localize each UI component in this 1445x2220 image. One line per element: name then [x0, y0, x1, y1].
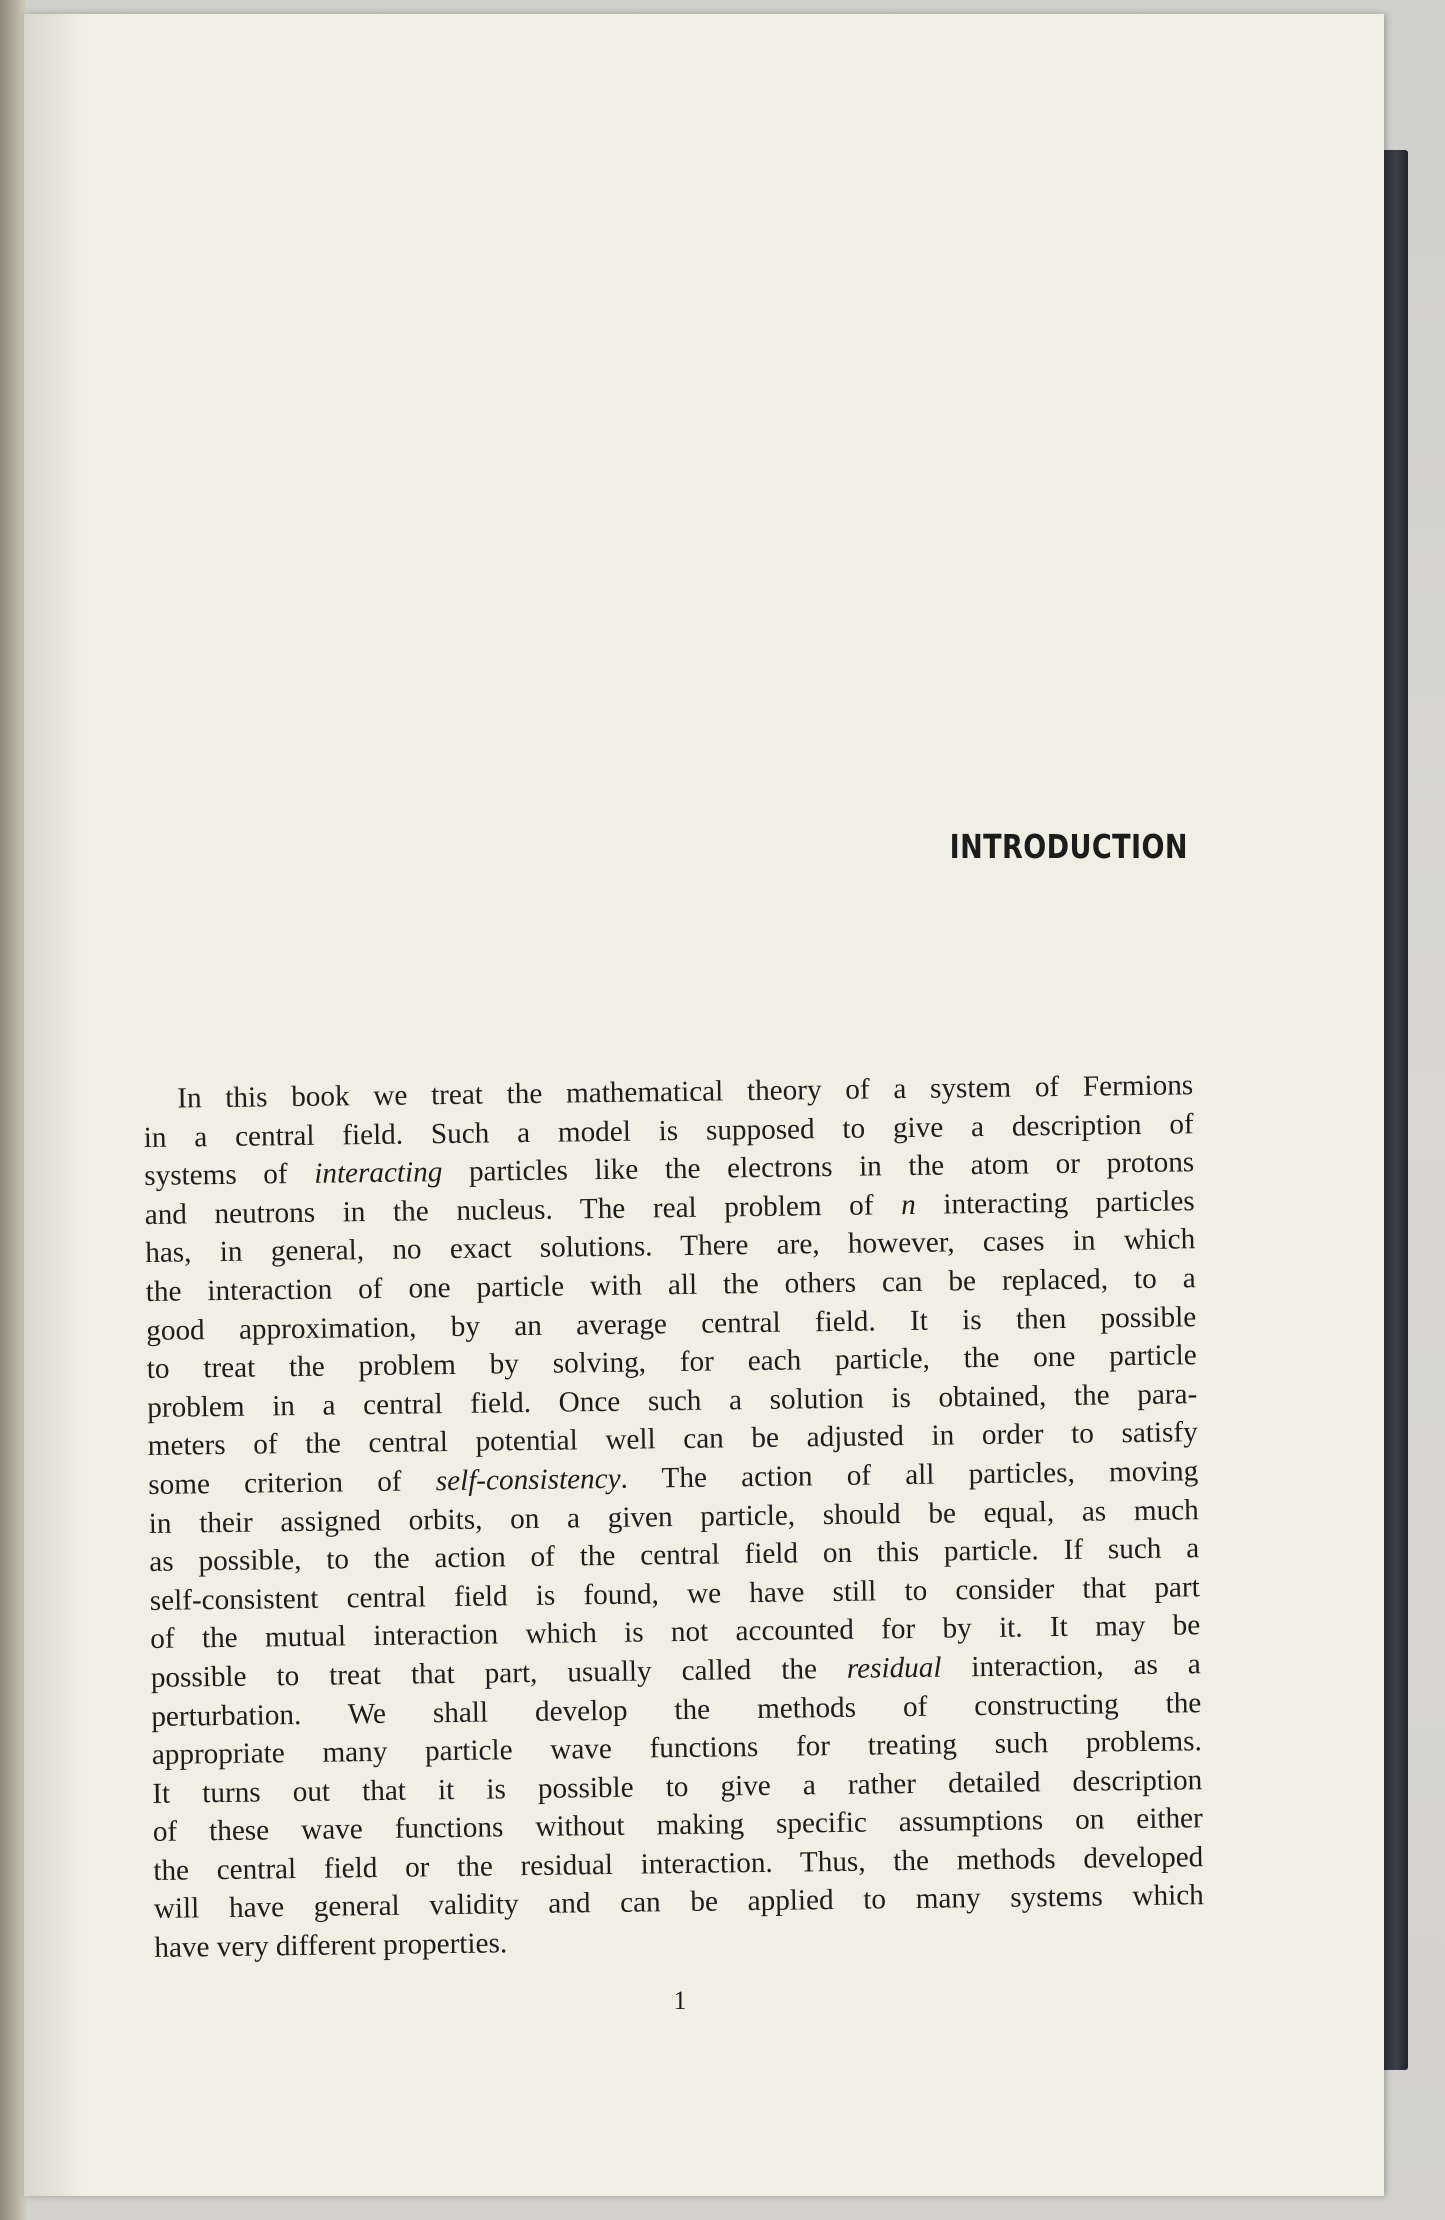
- page-number: 1: [673, 1986, 687, 2015]
- text-run: particles like the electrons in the atom or protons: [442, 1146, 1195, 1189]
- text-run: . The action of all particles, moving: [620, 1455, 1199, 1495]
- text-run: will have general validity and can be applied to many systems which: [153, 1879, 1204, 1926]
- text-run: the interaction of one particle with all the others can be replaced, to a: [145, 1262, 1196, 1308]
- text-run: problem in a central field. Once such a solution is obtained, the para-: [147, 1377, 1198, 1424]
- body-paragraph: [143, 1066, 1205, 1967]
- gutter-shadow: [24, 14, 84, 2196]
- text-run: have very different properties.: [154, 1927, 508, 1964]
- text-run: interacting particles: [915, 1185, 1195, 1221]
- text-run: self-consistent central field is found, we have still to consider that part: [149, 1570, 1200, 1617]
- italic-term: residual: [846, 1651, 942, 1685]
- text-run: interaction, as a: [941, 1648, 1201, 1684]
- italic-term: interacting: [314, 1156, 443, 1190]
- text-run: perturbation. We shall develop the methods of constructing the: [151, 1686, 1202, 1733]
- text-run: of the mutual interaction which is not accounted for by it. It may be: [150, 1609, 1201, 1656]
- text-run: It turns out that it is possible to give a rather detailed description: [152, 1763, 1203, 1810]
- text-run: in their assigned orbits, on a given particle, should be equal, as much: [148, 1493, 1199, 1540]
- text-run: possible to treat that part, usually called the: [150, 1652, 848, 1694]
- italic-term: self-consistency: [435, 1462, 621, 1498]
- text-run: as possible, to the action of the central field on this particle. If such a: [149, 1532, 1200, 1579]
- text-run: and neutrons in the nucleus. The real problem of: [144, 1188, 902, 1231]
- text-run: meters of the central potential well can be adjusted in order to satisfy: [147, 1416, 1198, 1463]
- chapter-title: INTRODUCTION: [949, 827, 1188, 866]
- text-run: has, in general, no exact solutions. There are, however, cases in which: [145, 1223, 1196, 1270]
- text-run: good approximation, by an average central field. It is then possible: [146, 1300, 1197, 1347]
- text-run: of these wave functions without making specific assumptions on either: [152, 1802, 1203, 1849]
- text-run: appropriate many particle wave functions for treating such problems.: [151, 1725, 1202, 1772]
- text-run: in a central field. Such a model is supposed to give a description of: [143, 1107, 1194, 1154]
- text-run: In this book we treat the mathematical theory of a system of Fermions: [177, 1069, 1194, 1115]
- text-run: to treat the problem by solving, for each particle, the one particle: [146, 1339, 1197, 1386]
- text-run: some criterion of: [148, 1465, 436, 1501]
- book-cover-edge: [1380, 150, 1408, 2070]
- italic-term: n: [900, 1188, 916, 1221]
- text-run: systems of: [144, 1157, 315, 1193]
- text-run: the central field or the residual interaction. Thus, the methods developed: [153, 1841, 1204, 1887]
